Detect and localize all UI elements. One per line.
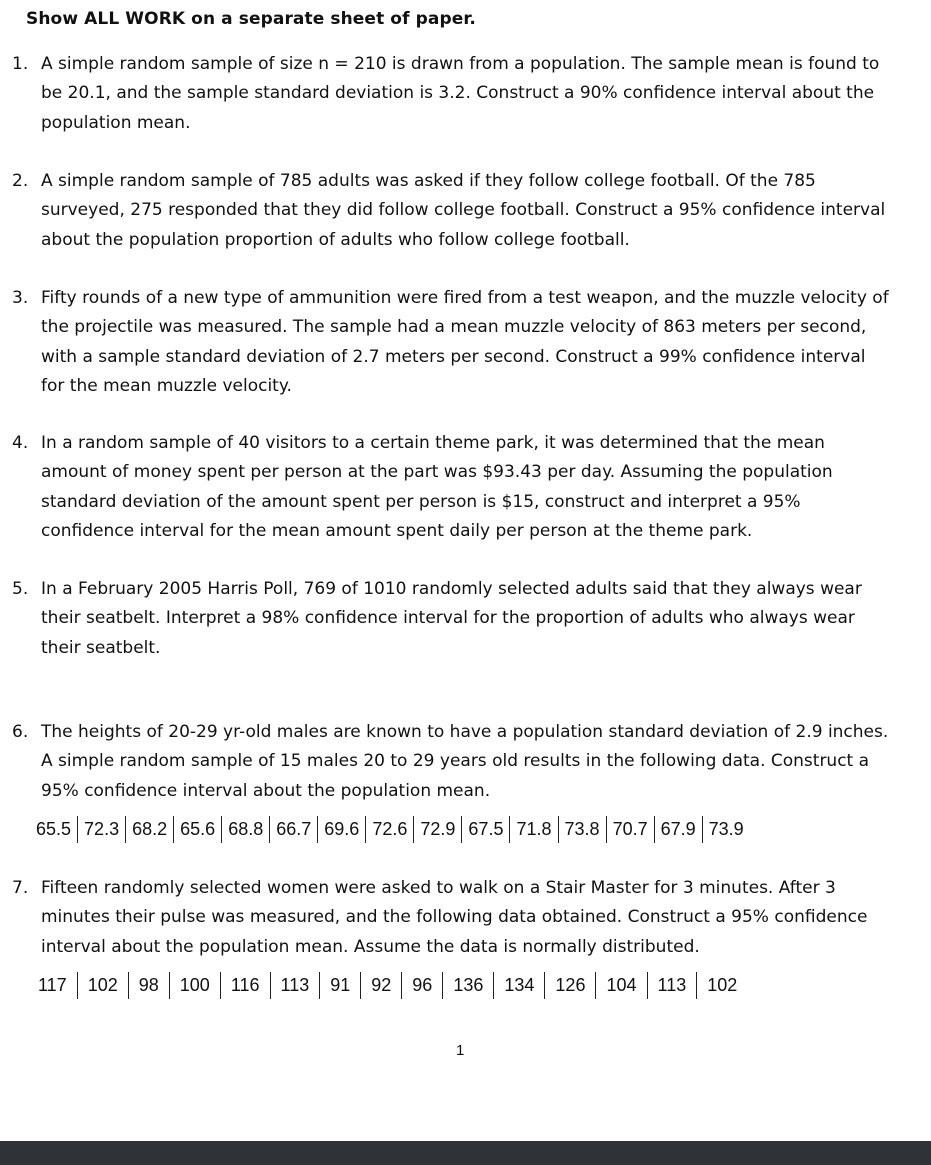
question-3	[12, 284, 892, 401]
question-5	[12, 575, 892, 663]
question-text: In a February 2005 Harris Poll, 769 of 1010 randomly selected adults said that they always wear their seatbelt. Interpret a 98% confidence interval for the proportion of adults who always wear their seatbelt.	[41, 579, 862, 658]
question-7	[12, 874, 892, 962]
data-cell: 73.8	[558, 816, 606, 843]
data-cell: 69.6	[317, 816, 365, 843]
question-text: Fifty rounds of a new type of ammunition were fired from a test weapon, and the muzzle velocity of the projectile was measured. The sample had a mean muzzle velocity of 863 meters per second, with a sample standard deviation of 2.7 meters per second. Construct a 99% confidence interval for the mean muzzle velocity.	[41, 288, 889, 396]
data-cell: 70.7	[606, 816, 654, 843]
question-6	[12, 718, 892, 806]
data-cell: 71.8	[509, 816, 557, 843]
data-cell: 72.9	[413, 816, 461, 843]
question-number: 4.	[12, 433, 29, 453]
data-cell: 65.6	[173, 816, 221, 843]
data-cell: 113	[270, 972, 320, 999]
data-cell: 73.9	[702, 816, 750, 843]
page-number: 1	[456, 1042, 465, 1059]
data-cell: 126	[544, 972, 595, 999]
question-number: 1.	[12, 54, 29, 74]
question-4	[12, 429, 892, 546]
data-cell: 134	[493, 972, 544, 999]
data-cell: 96	[401, 972, 442, 999]
data-cell: 102	[77, 972, 128, 999]
question-text: The heights of 20-29 yr-old males are known to have a population standard deviation of 2.9 inches. A simple random sample of 15 males 20 to 29 years old results in the following data. Construct a 95% confidence interval about the population mean.	[41, 722, 889, 801]
data-cell: 67.9	[654, 816, 702, 843]
data-cell: 66.7	[269, 816, 317, 843]
data-cell: 98	[128, 972, 169, 999]
question-text: Fifteen randomly selected women were asked to walk on a Stair Master for 3 minutes. After 3 minutes their pulse was measured, and the following data obtained. Construct a 95% confidence interval about the population mean. Assume the data is normally distributed.	[41, 878, 868, 957]
question-text: A simple random sample of size n = 210 is drawn from a population. The sample mean is found to be 20.1, and the sample standard deviation is 3.2. Construct a 90% confidence interval about the population mean.	[41, 54, 880, 133]
question-text: In a random sample of 40 visitors to a certain theme park, it was determined that the mean amount of money spent per person at the part was $93.43 per day. Assuming the population standard deviation of the amount spent per person is $15, construct and interpret a 95% confidence interval for the mean amount spent daily per person at the theme park.	[41, 433, 833, 541]
heights-data-table	[30, 816, 750, 843]
data-cell: 68.8	[221, 816, 269, 843]
data-cell: 72.3	[77, 816, 125, 843]
data-cell: 113	[647, 972, 697, 999]
question-number: 3.	[12, 288, 29, 308]
data-cell: 68.2	[125, 816, 173, 843]
question-text: A simple random sample of 785 adults was asked if they follow college football. Of the 785 surveyed, 275 responded that they did follow college football. Construct a 95% confidence interval about the population proportion of adults who follow college football.	[41, 171, 886, 250]
question-number: 2.	[12, 171, 29, 191]
data-cell: 67.5	[461, 816, 509, 843]
data-cell: 104	[595, 972, 646, 999]
data-cell: 117	[38, 975, 67, 995]
data-cell: 116	[220, 972, 270, 999]
question-number: 7.	[12, 878, 29, 898]
question-1	[12, 50, 892, 138]
bottom-bar	[0, 1141, 931, 1165]
data-cell: 72.6	[365, 816, 413, 843]
data-cell: 136	[442, 972, 493, 999]
question-number: 5.	[12, 579, 29, 599]
data-cell: 65.5	[36, 819, 72, 839]
pulse-data-table	[28, 972, 747, 999]
data-cell: 102	[696, 972, 747, 999]
instructions-header: Show ALL WORK on a separate sheet of paper.	[26, 9, 476, 29]
question-2	[12, 167, 892, 255]
question-number: 6.	[12, 722, 29, 742]
data-cell: 100	[169, 972, 220, 999]
data-cell: 92	[360, 972, 401, 999]
data-cell: 91	[319, 972, 360, 999]
